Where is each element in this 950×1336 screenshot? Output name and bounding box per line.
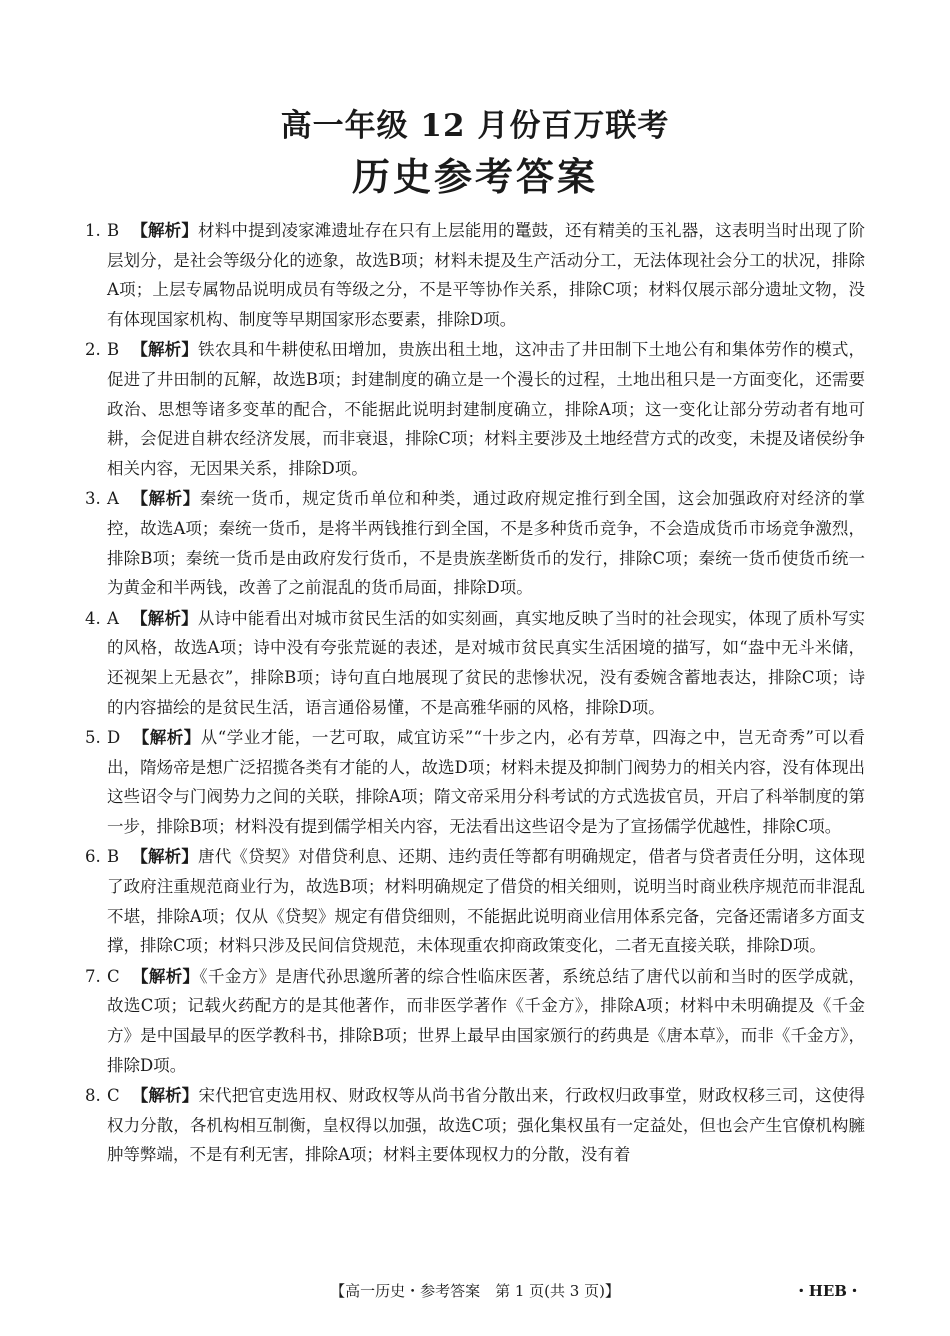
analysis-text: 铁农具和牛耕使私田增加，贵族出租土地，这冲击了井田制下土地公有和集体劳作的模式，促进了井田制的瓦解，故选B项；封建制度的确立是一个漫长的过程，土地出租只是一方面变化，还需要政治、思想等诸多变革的配合，不能据此说明封建制度确立，排除A项；这一变化让部分劳动者有地可耕，会促进自耕农经济发展，而非衰退，排除C项；材料主要涉及土地经营方式的改变，未提及诸侯纷争相关内容，无因果关系，排除D项。 [107, 340, 866, 478]
answer-letter: D [107, 728, 121, 748]
exam-title: 高一年级 12 月份百万联考 [280, 108, 670, 144]
answer-letter: B [107, 221, 120, 240]
question-item [85, 1081, 865, 1170]
question-number: 6. [85, 847, 101, 867]
analysis-text: 唐代《贷契》对借贷利息、还期、违约责任等都有明确规定，借者与贷者责任分明，这体现了政府注重规范商业行为，故选B项；材料明确规定了借贷的相关细则，说明当时商业秩序规范而非混乱不堪，排除A项；仅从《贷契》规定有借贷细则，不能据此说明商业信用体系完备，完备还需诸多方面支撑，排除C项；材料只涉及民间信贷规范，未体现重农抑商政策变化，二者无直接关联，排除D项。 [107, 847, 866, 956]
page-title: 历史参考答案 [351, 154, 598, 199]
answer-letter: C [107, 966, 120, 986]
analysis-text: 从诗中能看出对城市贫民生活的如实刻画，真实地反映了当时的社会现实，体现了质朴写实的风格，故选A项；诗中没有夸张荒诞的表述，是对城市贫民真实生活困境的描写，如“盎中无斗米储，还视架上无悬衣”，排除B项；诗句直白地展现了贫民的悲惨状况，没有委婉含蓄地表达，排除C项；诗的内容描绘的是贫民生活，语言通俗易懂，不是高雅华丽的风格，排除D项。 [107, 608, 866, 717]
question-item [85, 484, 865, 602]
question-number: 3. [85, 489, 101, 509]
question-item [85, 723, 865, 841]
analysis-tag: 【解析】 [131, 966, 200, 986]
question-item [85, 335, 865, 483]
footer-label: 【高一历史・参考答案 第 1 页(共 3 页)】 [330, 1282, 620, 1300]
analysis-tag: 【解析】 [131, 221, 199, 240]
analysis-tag: 【解析】 [131, 340, 199, 360]
analysis-tag: 【解析】 [131, 847, 199, 867]
analysis-text: 从“学业才能，一艺可取，咸宜访采”“十步之内，必有芳草，四海之中，岂无奇秀”可以看出，隋炀帝是想广泛招揽各类有才能的人，故选D项；材料未提及抑制门阀势力的相关内容，没有体现出这些诏令与门阀势力之间的关联，排除A项；隋文帝采用分科考试的方式选拔官员，开启了科举制度的第一步，排除B项；材料没有提到儒学相关内容，无法看出这些诏令是为了宣扬儒学优越性，排除C项。 [107, 728, 865, 836]
question-item [85, 604, 865, 722]
question-item [85, 842, 865, 960]
analysis-tag: 【解析】 [130, 489, 200, 509]
page-footer [0, 1280, 950, 1302]
answer-letter: B [107, 340, 120, 360]
question-number: 5. [85, 728, 101, 748]
question-number: 8. [85, 1086, 101, 1106]
question-number: 2. [85, 340, 101, 360]
analysis-tag: 【解析】 [131, 1086, 199, 1106]
question-number: 7. [85, 966, 101, 986]
analysis-text: 秦统一货币，规定货币单位和种类，通过政府规定推行到全国，这会加强政府对经济的掌控，故选A项；秦统一货币，是将半两钱推行到全国，不是多种货币竞争，不会造成货币市场竞争激烈，排除B项；秦统一货币是由政府发行货币，不是贵族垄断货币的发行，排除C项；秦统一货币使货币统一为黄金和半两钱，改善了之前混乱的货币局面，排除D项。 [107, 489, 866, 598]
analysis-text: 宋代把官吏选用权、财政权等从尚书省分散出来，行政权归政事堂，财政权移三司，这使得权力分散，各机构相互制衡，皇权得以加强，故选C项；强化集权虽有一定益处，但也会产生官僚机构臃肿等弊端，不是有利无害，排除A项；材料主要体现权力的分散，没有着 [107, 1086, 866, 1165]
analysis-text: 材料中提到凌家滩遗址存在只有上层能用的鼍鼓，还有精美的玉礼器，这表明当时出现了阶层划分，是社会等级分化的迹象，故选B项；材料未提及生产活动分工，无法体现社会分工的状况，排除A项；上层专属物品说明成员有等级之分，不是平等协作关系，排除C项；材料仅展示部分遗址文物，没有体现国家机构、制度等早期国家形态要素，排除D项。 [107, 221, 866, 329]
answer-letter: A [107, 608, 119, 628]
question-number: 1. [85, 221, 101, 240]
analysis-tag: 【解析】 [130, 608, 198, 628]
question-item [85, 216, 865, 334]
question-number: 4. [85, 608, 101, 628]
answer-letter: B [107, 847, 120, 867]
analysis-tag: 【解析】 [132, 728, 201, 748]
footer-code: ・HEB・ [793, 1282, 862, 1300]
answer-letter: A [107, 489, 119, 509]
analysis-text: 《千金方》是唐代孙思邈所著的综合性临床医著，系统总结了唐代以前和当时的医学成就，故选C项；记载火药配方的是其他著作，而非医学著作《千金方》，排除A项；材料中未明确提及《千金方》是中国最早的医学教科书，排除B项；世界上最早由国家颁行的药典是《唐本草》，而非《千金方》，排除D项。 [107, 966, 866, 1075]
answer-letter: C [107, 1086, 120, 1106]
question-list [85, 216, 865, 1171]
question-item [85, 962, 865, 1080]
